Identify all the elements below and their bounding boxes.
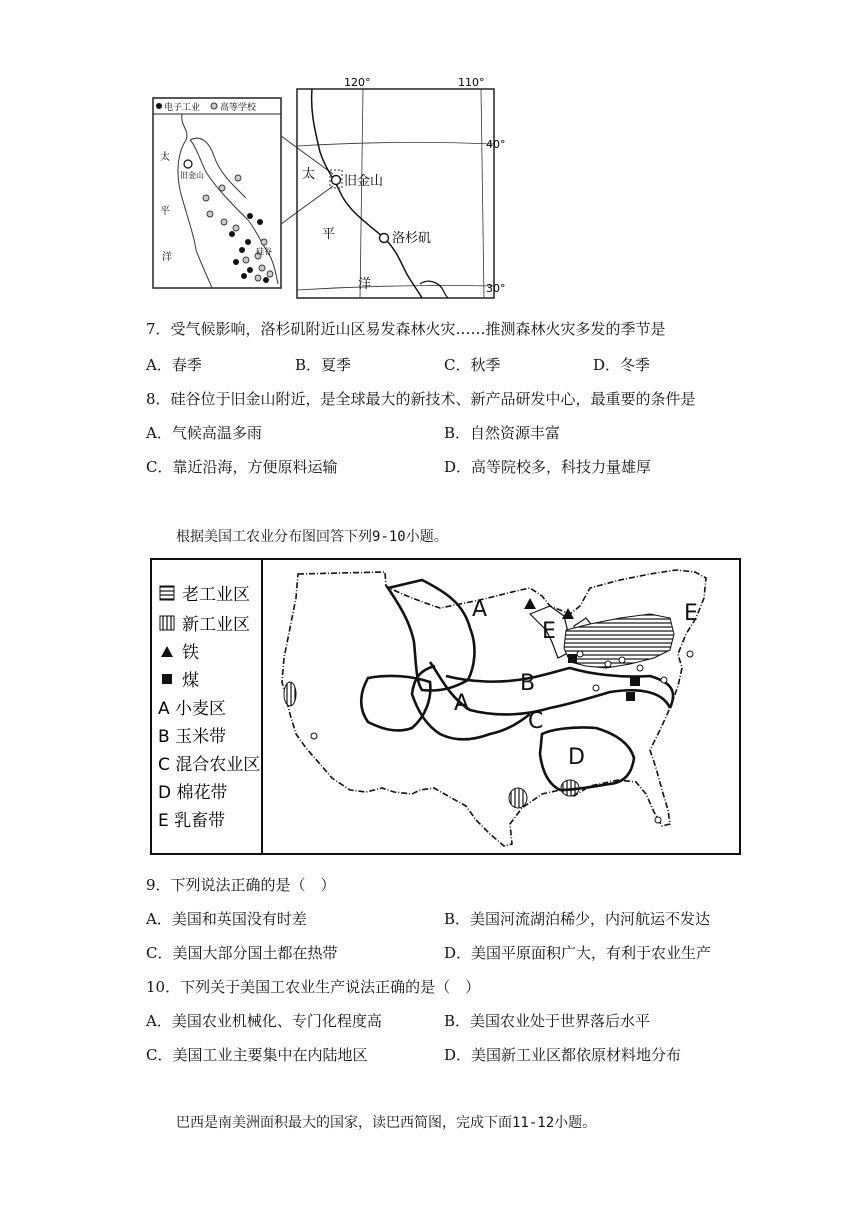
silicon-valley-label: 硅谷 [256,247,272,256]
legend-mixed: C 混合农业区 [158,755,261,775]
coal-marker-icon [630,676,640,686]
legend-cotton: D 棉花带 [158,783,228,803]
legend-iron: 铁 [182,643,199,663]
lat-30-label: 30° [486,282,506,295]
legend-corn: B 玉米带 [158,727,227,747]
q10-option-c[interactable]: C．美国工业主要集中在内陆地区 [146,1046,368,1064]
iron-legend-icon [161,646,173,657]
legend-university: 高等学校 [220,103,257,113]
inset-sea-char: 洋 [162,252,172,263]
inset-sea-char: 太 [160,152,170,163]
coal-marker-icon [626,692,635,701]
q8-option-c[interactable]: C．靠近沿海，方便原料运输 [146,458,338,476]
main-map-frame [297,89,494,298]
map-legend [158,585,260,831]
q9-option-b[interactable]: B．美国河流湖泊稀少，内河航运不发达 [444,910,711,928]
q9-option-a[interactable]: A．美国和英国没有时差 [146,910,307,928]
q8-option-b[interactable]: B．自然资源丰富 [444,424,561,442]
q9-option-d[interactable]: D．美国平原面积广大，有利于农业生产 [444,944,712,962]
legend-old-industrial: 老工业区 [182,585,250,605]
inset-sea-char: 平 [160,206,170,217]
legend-coal: 煤 [182,671,199,691]
lon-120-label: 120° [344,76,371,89]
new-industrial-legend-icon [160,616,174,630]
region-b: B [520,671,536,696]
lon-110-label: 110° [458,76,485,89]
region-c: C [528,709,544,734]
q10-option-a[interactable]: A．美国农业机械化、专门化程度高 [146,1012,382,1030]
university-legend-icon [211,103,217,109]
california-map [150,74,506,304]
question-7: 7．受气候影响，洛杉矶附近山区易发森林火灾……推测森林火灾多发的季节是 [146,320,666,338]
lat-40-label: 40° [486,138,506,151]
q10-option-d[interactable]: D．美国新工业区都依原材料地分布 [444,1046,682,1064]
region-e-west: E [542,619,556,644]
q9-option-c[interactable]: C．美国大部分国土都在热带 [146,944,338,962]
old-industrial-legend-icon [160,586,174,600]
coal-marker-icon [568,654,577,663]
inset-frame [153,98,281,288]
sf-marker-icon [332,176,341,185]
agri-region-boundaries [361,580,673,790]
region-a-north: A [472,597,488,622]
la-marker-icon [380,234,389,243]
iron-marker-icon [524,598,536,609]
region-a-south: A [454,691,470,716]
pacific-char: 洋 [358,277,372,292]
la-label: 洛杉矶 [392,231,432,246]
new-industrial-texas [509,788,527,808]
legend-dairy: E 乳畜带 [158,811,226,831]
question-9: 9．下列说法正确的是（ ） [146,876,336,894]
q8-option-a[interactable]: A．气候高温多雨 [146,424,262,442]
west-coastline [312,89,422,298]
electronics-legend-icon [156,103,162,109]
inset-sf-label: 旧金山 [180,171,204,180]
question-8: 8．硅谷位于旧金山附近，是全球最大的新技术、新产品研发中心，最重要的条件是 [146,390,696,408]
legend-wheat: A 小麦区 [158,699,227,719]
university-dots [203,175,273,281]
region-d: D [568,745,585,770]
q7-option-d[interactable]: D．冬季 [593,356,651,374]
pacific-char: 平 [322,227,336,242]
question-10: 10．下列关于美国工农业生产说法正确的是（ ） [146,978,481,996]
us-outline [282,570,706,846]
q7-option-a[interactable]: A．春季 [146,356,202,374]
region-e-east: E [684,601,698,626]
us-industry-agriculture-map [150,558,742,856]
q7-option-c[interactable]: C．秋季 [444,356,501,374]
q8-option-d[interactable]: D．高等院校多，科技力量雄厚 [444,458,652,476]
q7-option-b[interactable]: B．夏季 [295,356,352,374]
intro-9-10: 根据美国工农业分布图回答下列9-10小题。 [176,529,448,545]
iron-marker-icon [562,608,574,619]
intro-11-12: 巴西是南美洲面积最大的国家，读巴西简图，完成下面11-12小题。 [176,1115,597,1131]
pacific-char: 太 [302,167,316,182]
q10-option-b[interactable]: B．美国农业处于世界落后水平 [444,1012,651,1030]
legend-new-industrial: 新工业区 [182,615,250,635]
sf-label: 旧金山 [344,174,384,189]
coal-legend-icon [162,674,172,684]
new-industrial-west [284,682,296,706]
legend-electronics: 电子工业 [164,103,201,113]
